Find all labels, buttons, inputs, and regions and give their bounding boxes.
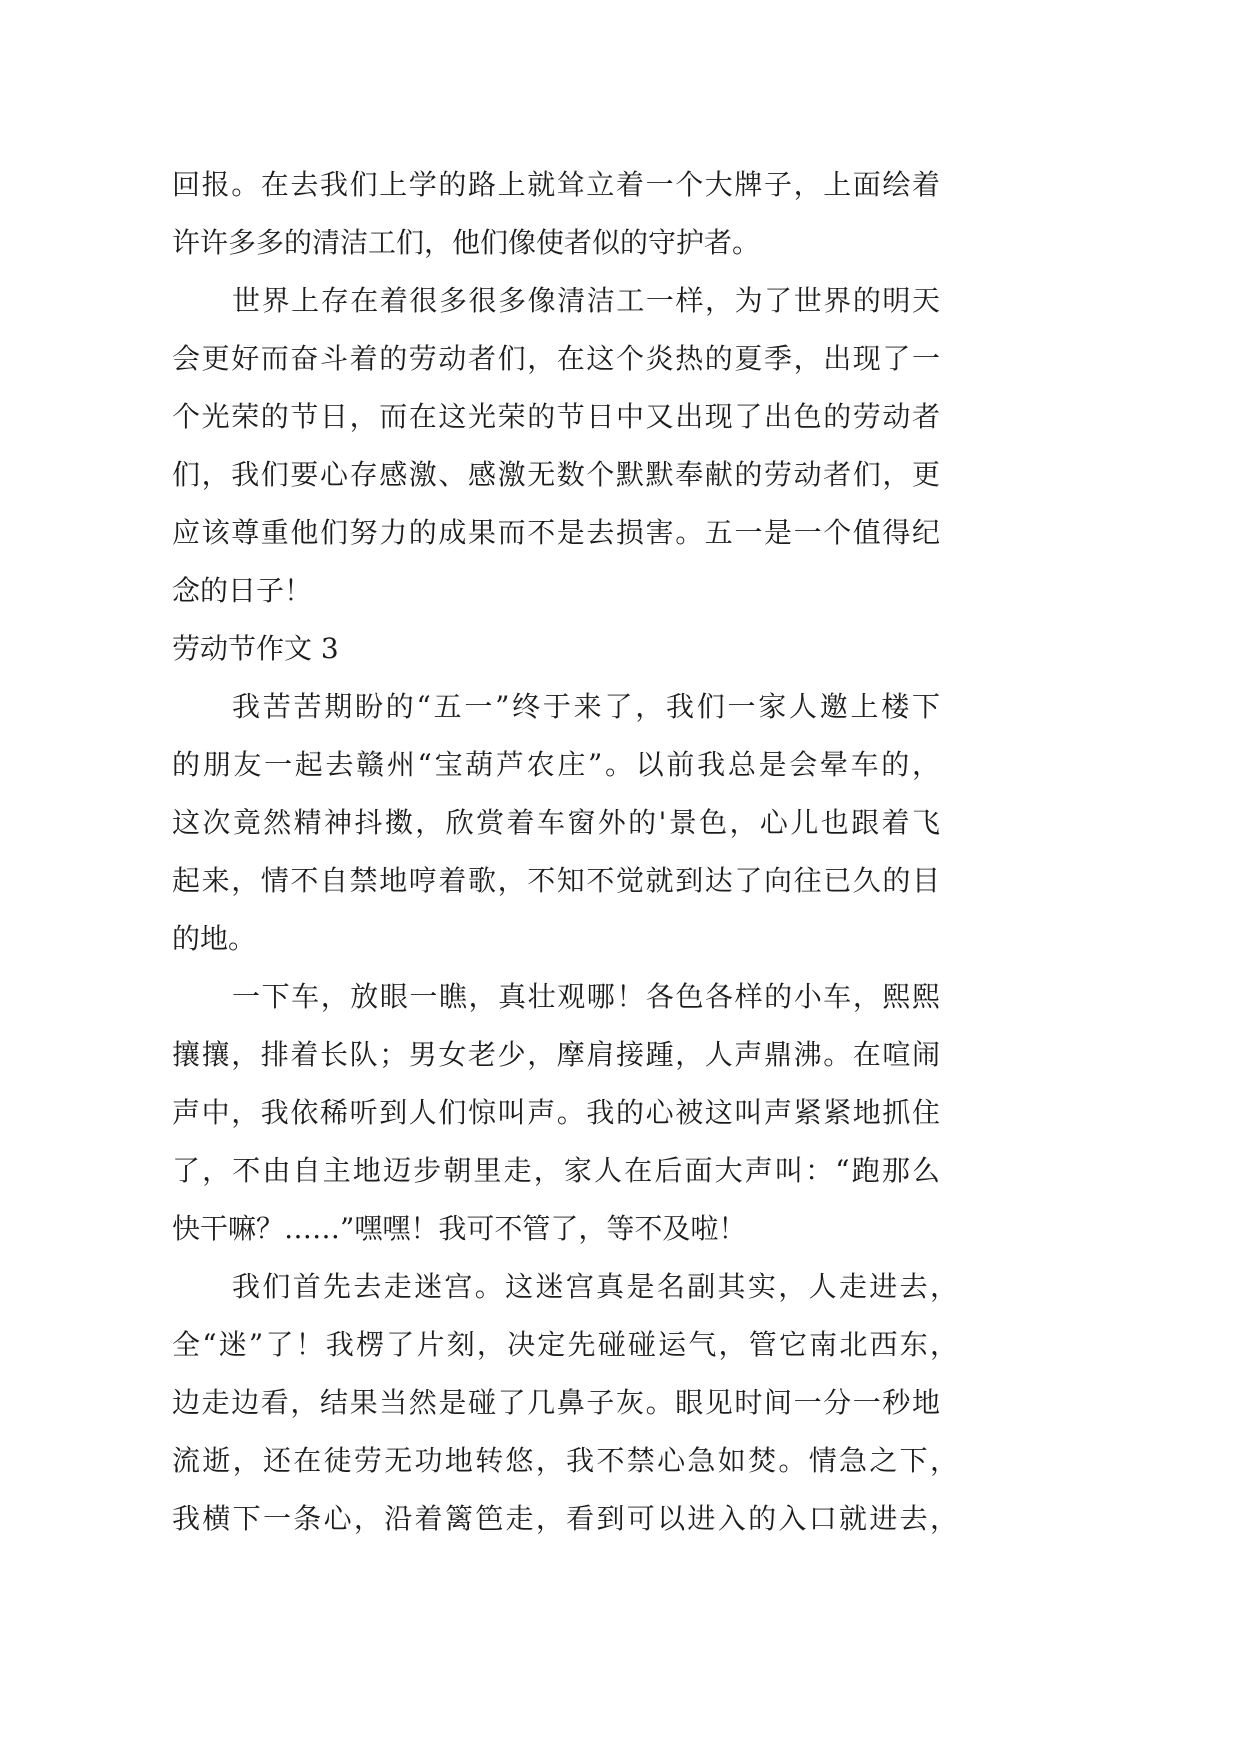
text-line: 了，不由自主地迈步朝里走，家人在后面大声叫：“跑那么 [172,1154,940,1187]
text-line: 声中，我依稀听到人们惊叫声。我的心被这叫声紧紧地抓住 [172,1096,940,1129]
text-line: 起来，情不自禁地哼着歌，不知不觉就到达了向往已久的目 [172,864,940,897]
text-line: 个光荣的节日，而在这光荣的节日中又出现了出色的劳动者 [172,400,940,433]
text-line: 的朋友一起去赣州“宝葫芦农庄”。以前我总是会晕车的， [172,748,940,781]
text-line: 我横下一条心，沿着篱笆走，看到可以进入的入口就进去， [172,1502,958,1535]
paragraph [172,272,958,620]
text-line: 边走边看，结果当然是碰了几鼻子灰。眼见时间一分一秒地 [172,1386,940,1419]
text-line: 攘攘，排着长队；男女老少，摩肩接踵，人声鼎沸。在喧闹 [172,1038,940,1071]
section-heading: 劳动节作文 3 [172,632,339,665]
text-line: 我苦苦期盼的“五一”终于来了，我们一家人邀上楼下 [232,690,940,723]
text-line: 我们首先去走迷宫。这迷宫真是名副其实，人走进去， [232,1270,958,1303]
text-line: 流逝，还在徒劳无功地转悠，我不禁心急如焚。情急之下， [172,1444,958,1477]
paragraph [172,968,958,1258]
text-line: 这次竟然精神抖擞，欣赏着车窗外的'景色，心儿也跟着飞 [172,806,940,839]
text-line: 的地。 [172,922,257,955]
text-line: 世界上存在着很多很多像清洁工一样，为了世界的明天 [232,284,940,317]
paragraph [172,156,958,272]
text-line: 会更好而奋斗着的劳动者们，在这个炎热的夏季，出现了一 [172,342,940,375]
text-line: 许许多多的清洁工们，他们像使者似的守护者。 [172,226,761,259]
text-line: 应该尊重他们努力的成果而不是去损害。五一是一个值得纪 [172,516,940,549]
text-line: 全“迷”了！我楞了片刻，决定先碰碰运气，管它南北西东， [172,1328,958,1361]
text-line: 一下车，放眼一瞧，真壮观哪！各色各样的小车，熙熙 [232,980,940,1013]
document-body [172,156,958,1548]
text-line: 快干嘛？……”嘿嘿！我可不管了，等不及啦！ [172,1212,747,1245]
text-line: 回报。在去我们上学的路上就耸立着一个大牌子，上面绘着 [172,168,940,201]
text-line: 们，我们要心存感激、感激无数个默默奉献的劳动者们，更 [172,458,940,491]
paragraph [172,678,958,968]
paragraph [172,1258,958,1548]
text-line: 念的日子！ [172,574,313,607]
